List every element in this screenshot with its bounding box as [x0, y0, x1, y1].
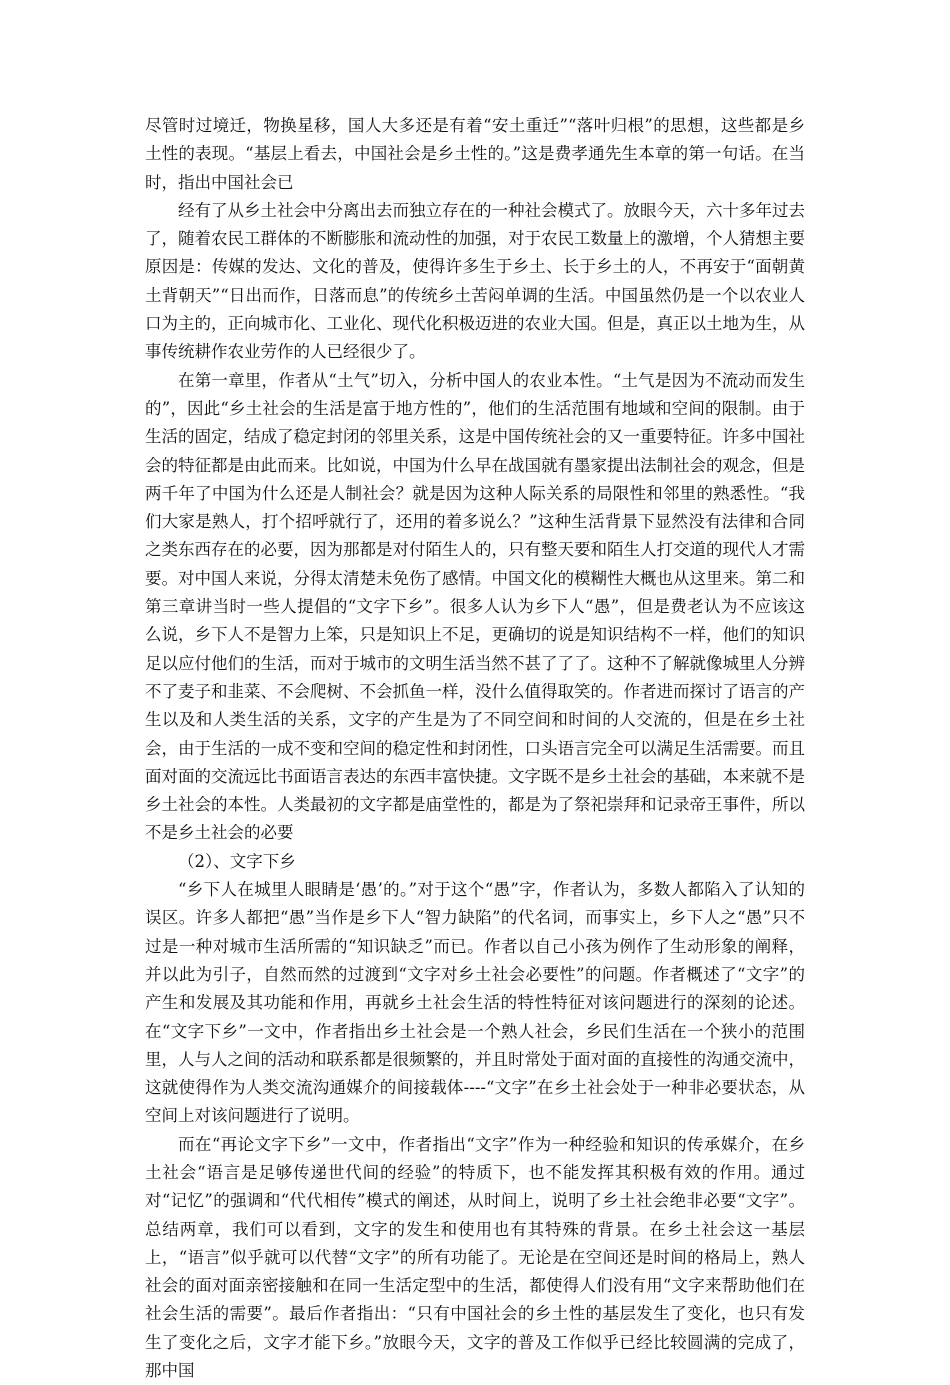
section-heading: （2）、文字下乡: [178, 851, 296, 871]
paragraph-5: 而在“再论文字下乡”一文中，作者指出“文字”作为一种经验和知识的传承媒介，在乡土社会“语言是足够传递世代间的经验”的特质下，也不能发挥其积极有效的作用。通过对“记忆”的强调和“代代相传”模式的阐述，从时间上，说明了乡土社会绝非必要“文字”。总结两章，我们可以看到，文字的发生和使用也有其特殊的背景。在乡土社会这一基层上，“语言”似乎就可以代替“文字”的所有功能了。无论是在空间还是时间的格局上，熟人社会的面对面亲密接触和在同一生活定型中的生活，都使得人们没有用“文字来帮助他们在社会生活的需要”。最后作者指出：“只有中国社会的乡土性的基层发生了变化，也只有发生了变化之后，文字才能下乡。”放眼今天，文字的普及工作似乎已经比较圆满的完成了，那中国: [145, 1134, 805, 1381]
paragraph-1: 尽管时过境迁，物换星移，国人大多还是有着“安土重迁”“落叶归根”的思想，这些都是乡土性的表现。“基层上看去，中国社会是乡土性的。”这是费孝通先生本章的第一句话。在当时，指出中国社会已: [145, 116, 805, 192]
paragraph-2: 经有了从乡土社会中分离出去而独立存在的一种社会模式了。放眼今天，六十多年过去了，随着农民工群体的不断膨胀和流动性的加强，对于农民工数量上的激增，个人猜想主要原因是：传媒的发达、文化的普及，使得许多生于乡土、长于乡土的人，不再安于“面朝黄土背朝天”“日出而作，日落而息”的传统乡土苦闷单调的生活。中国虽然仍是一个以农业人口为主的，正向城市化、工业化、现代化积极迈进的农业大国。但是，真正以土地为生，从事传统耕作农业劳作的人已经很少了。: [145, 200, 805, 362]
paragraph-3: 在第一章里，作者从“土气”切入，分析中国人的农业本性。“土气是因为不流动而发生的”，因此“乡土社会的生活是富于地方性的”，他们的生活范围有地域和空间的限制。由于生活的固定，结成了稳定封闭的邻里关系，这是中国传统社会的又一重要特征。许多中国社会的特征都是由此而来。比如说，中国为什么早在战国就有墨家提出法制社会的观念，但是两千年了中国为什么还是人制社会？就是因为这种人际关系的局限性和邻里的熟悉性。“我们大家是熟人，打个招呼就行了，还用的着多说么？”这种生活背景下显然没有法律和合同之类东西存在的必要，因为那都是对付陌生人的，只有整天要和陌生人打交道的现代人才需要。对中国人来说，分得太清楚未免伤了感情。中国文化的模糊性大概也从这里来。第二和第三章讲当时一些人提倡的“文字下乡”。很多人认为乡下人“愚”，但是费老认为不应该这么说，乡下人不是智力上笨，只是知识上不足，更确切的说是知识结构不一样，他们的知识足以应付他们的生活，而对于城市的文明生活当然不甚了了了。这种不了解就像城里人分辨不了麦子和韭菜、不会爬树、不会抓鱼一样，没什么值得取笑的。作者进而探讨了语言的产生以及和人类生活的关系，文字的产生是为了不同空间和时间的人交流的，但是在乡土社会，由于生活的一成不变和空间的稳定性和封闭性，口头语言完全可以满足生活需要。而且面对面的交流远比书面语言表达的东西丰富快捷。文字既不是乡土社会的基础，本来就不是乡土社会的本性。人类最初的文字都是庙堂性的，都是为了祭祀崇拜和记录帝王事件，所以不是乡土社会的必要: [145, 370, 805, 843]
paragraph-4: “乡下人在城里人眼睛是‘愚’的。”对于这个“愚”字，作者认为，多数人都陷入了认知的误区。许多人都把“愚”当作是乡下人“智力缺陷”的代名词，而事实上，乡下人之“愚”只不过是一种对城市生活所需的“知识缺乏”而已。作者以自己小孩为例作了生动形象的阐释，并以此为引子，自然而然的过渡到“文字对乡土社会必要性”的问题。作者概述了“文字”的产生和发展及其功能和作用，再就乡土社会生活的特性特征对该问题进行的深刻的论述。在“文字下乡”一文中，作者指出乡土社会是一个熟人社会，乡民们生活在一个狭小的范围里，人与人之间的活动和联系都是很频繁的，并且时常处于面对面的直接性的沟通交流中，这就使得作为人类交流沟通媒介的间接载体----“文字”在乡土社会处于一种非必要状态，从空间上对该问题进行了说明。: [145, 880, 805, 1126]
document-body: [145, 112, 805, 1385]
